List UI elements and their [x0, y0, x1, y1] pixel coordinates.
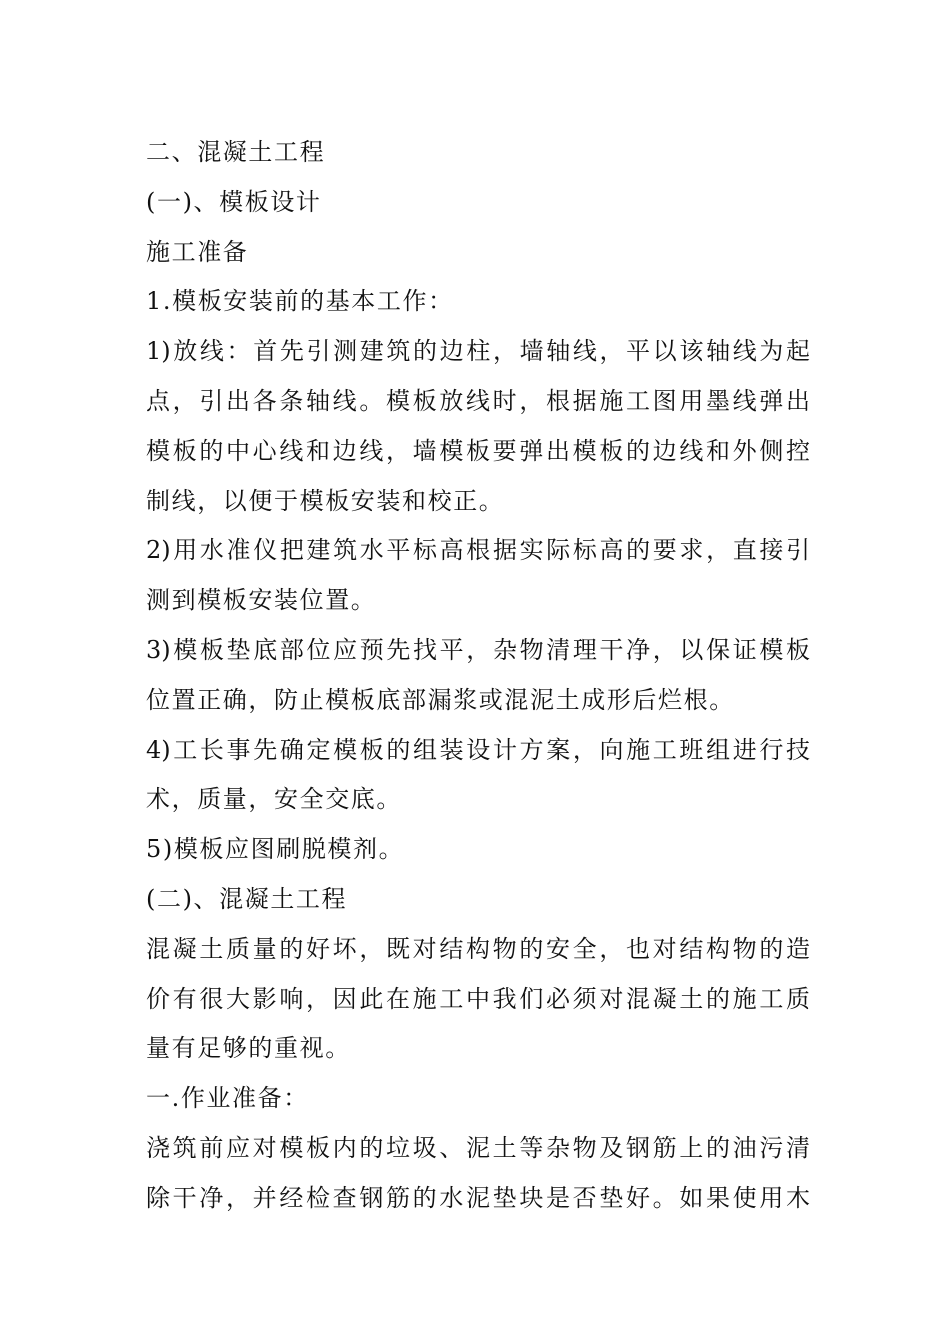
subsection-heading: (一)、模板设计 — [146, 187, 322, 216]
paragraph-heading: 施工准备 — [146, 237, 249, 266]
section-heading: 二、混凝土工程 — [146, 138, 326, 166]
body-text-line: 术，质量，安全交底。 — [146, 785, 402, 814]
body-text-line: 混凝土质量的好坏，既对结构物的安全，也对结构物的造 — [146, 934, 810, 963]
body-text-line: 3)模板垫底部位应预先找平，杂物清理干净，以保证模板 — [146, 635, 810, 664]
body-text-line: 量有足够的重视。 — [146, 1034, 351, 1063]
body-text-line: 1)放线：首先引测建筑的边柱，墙轴线，平以该轴线为起 — [146, 337, 810, 366]
body-text-line: 点，引出各条轴线。模板放线时，根据施工图用墨线弹出 — [146, 386, 810, 415]
body-text-line: 制线，以便于模板安装和校正。 — [146, 486, 505, 515]
body-text-line: 模板的中心线和边线，墙模板要弹出模板的边线和外侧控 — [146, 436, 810, 465]
body-text-line: 浇筑前应对模板内的垃圾、泥土等杂物及钢筋上的油污清 — [146, 1133, 810, 1162]
list-heading: 1.模板安装前的基本工作： — [146, 287, 454, 316]
body-text-line: 测到模板安装位置。 — [146, 586, 377, 615]
list-heading: 一.作业准备： — [146, 1084, 309, 1113]
body-text-line: 5)模板应图刷脱模剂。 — [146, 835, 405, 864]
body-text-line: 2)用水准仪把建筑水平标高根据实际标高的要求，直接引 — [146, 536, 810, 565]
body-text-line: 位置正确，防止模板底部漏浆或混泥土成形后烂根。 — [146, 685, 735, 714]
body-text-line: 价有很大影响，因此在施工中我们必须对混凝土的施工质 — [146, 984, 810, 1013]
body-text-line: 除干净，并经检查钢筋的水泥垫块是否垫好。如果使用木 — [146, 1183, 810, 1212]
body-text-line: 4)工长事先确定模板的组装设计方案，向施工班组进行技 — [146, 735, 810, 764]
document-body — [146, 128, 810, 1224]
subsection-heading: (二)、混凝土工程 — [146, 884, 348, 913]
